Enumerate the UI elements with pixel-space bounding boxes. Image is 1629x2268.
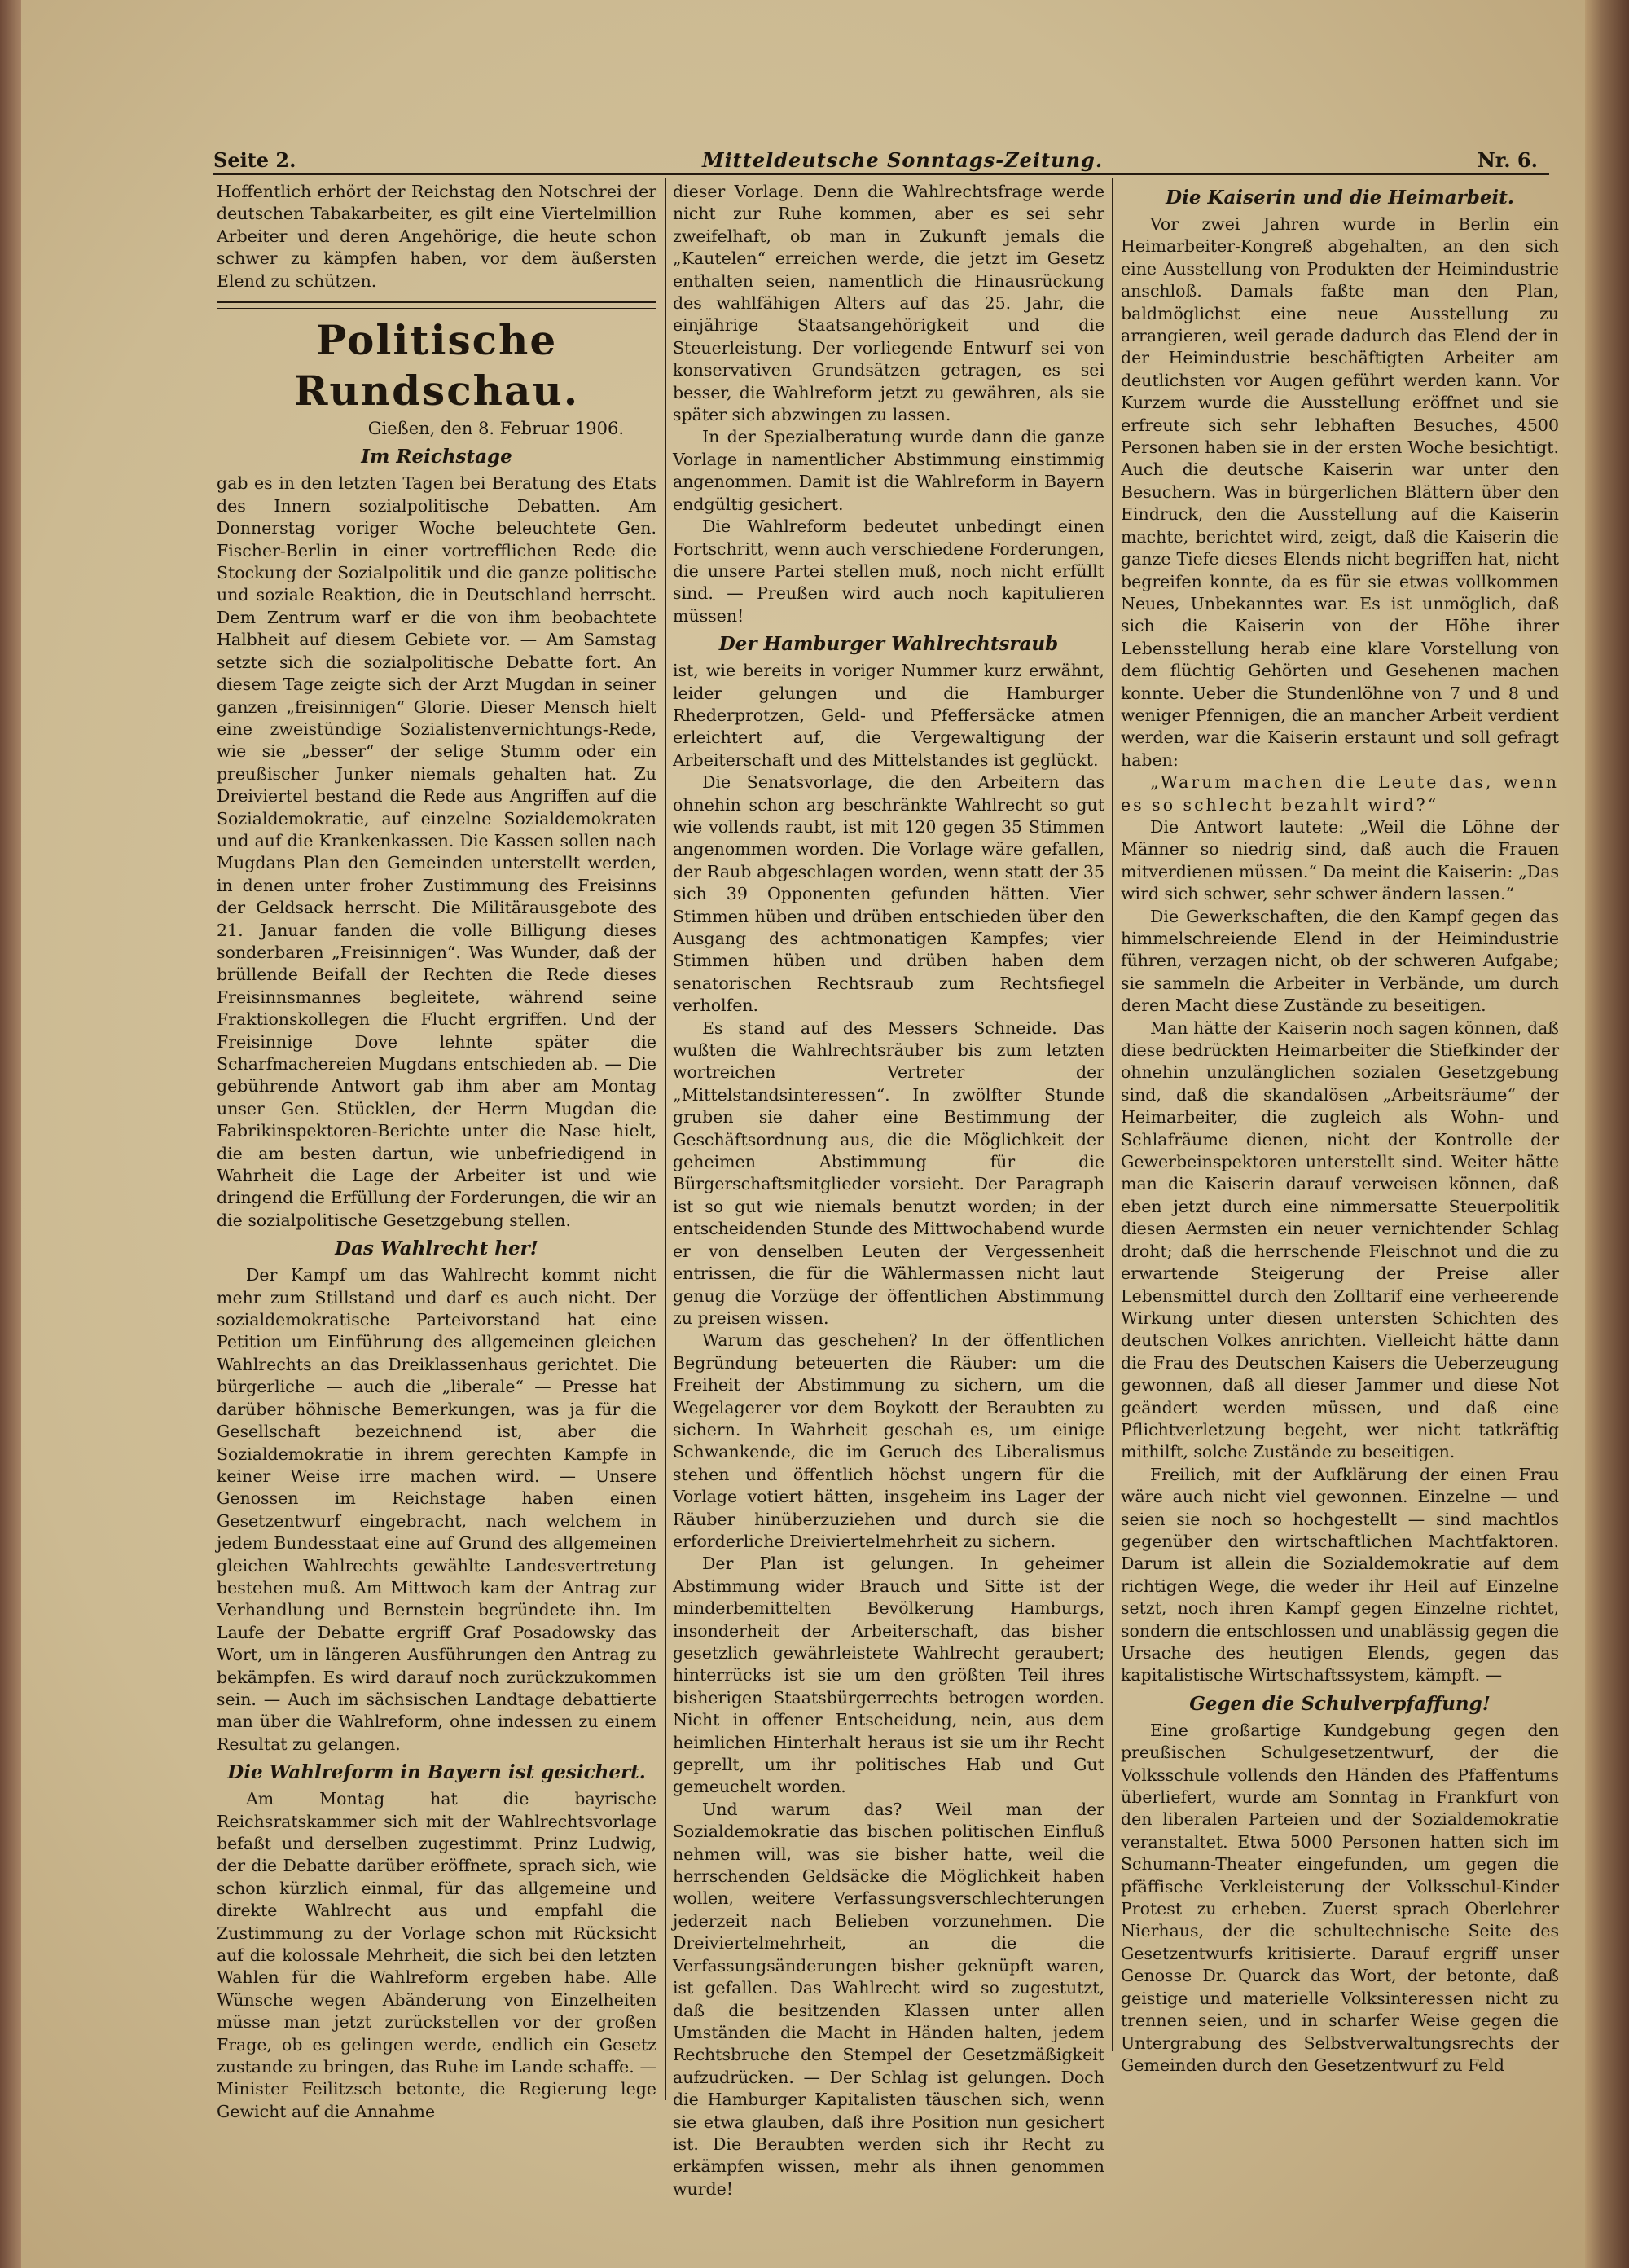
- running-header: [213, 143, 1557, 176]
- column-divider: [1112, 178, 1113, 2051]
- article-paragraph: Die Gewerkschaften, die den Kampf gegen das himmelschreiende Elend in der Heimindustrie führen, verzagen nicht, ob der schweren Aufgabe; sie sammeln die Arbeiter in Verbände, um durch deren Macht diese Zustände zu beseitigen.: [1121, 906, 1559, 1016]
- page-number: Seite 2.: [213, 148, 296, 172]
- article-paragraph: In der Spezialberatung wurde dann die ganze Vorlage in namentlicher Abstimmung einstimmig angenommen. Damit ist die Wahlreform in Bayern endgültig gesichert.: [673, 427, 1104, 514]
- column-2: [673, 181, 1104, 2200]
- article-paragraph: Es stand auf des Messers Schneide. Das wußten die Wahlrechtsräuber bis zum letzten wortreichen Vertreter der „Mittelstandsinteressen“. In zwölfter Stunde gruben sie daher eine Bestimmung der Geschäftsordnung aus, die die Möglichkeit der geheimen Abstimmung für die Bürgerschaftsmitglieder vorsieht. Der Paragraph ist so gut wie niemals benutzt worden; in der entscheidenden Stunde des Mittwochabend wurde er von denselben Leuten der Vergessenheit entrissen, die für die Wählermassen nicht laut genug die Vorzüge der öffentlichen Abstimmung zu preisen wissen.: [673, 1018, 1104, 1328]
- article-heading: Der Hamburger Wahlrechtsraub: [718, 633, 1059, 656]
- column-1: [217, 181, 656, 2123]
- article-paragraph: Die Wahlreform bedeutet unbedingt einen Fortschritt, wenn auch verschiedene Forderungen, die unsere Partei stellen muß, noch nicht erfüllt sind. — Preußen wird auch noch kapitulieren müssen!: [673, 516, 1104, 626]
- article-paragraph: Man hätte der Kaiserin noch sagen können, daß diese bedrückten Heimarbeiter die Stiefkinder der ohnehin unzulänglichen sozialen Gesetzgebung sind, daß die skandalösen „Arbeitsräume“ der Heimarbeiter, die zugleich als Wohn- und Schlafräume dienen, nicht der Kontrolle der Gewerbeinspektoren unterstellt sind. Weiter hätte man die Kaiserin darauf verweisen können, daß eben jetzt durch eine nimmersatte Steuerpolitik diesen Aermsten ein neuer vernichtender Schlag droht; daß die herrschende Fleischnot und die zu erwartende Steigerung der Preise aller Lebensmittel durch den Zolltarif eine verheerende Wirkung unter diesen untersten Schichten des deutschen Volkes anrichten. Vielleicht hätte dann die Frau des Deutschen Kaisers die Ueberzeugung gewonnen, daß all dieser Jammer und diese Not geändert werden müssen, und daß eine Pflichtverletzung begeht, wer nicht tatkräftig mithilft, solche Zustände zu beseitigen.: [1121, 1018, 1559, 1462]
- section-rule: [217, 301, 656, 309]
- quotation: „Warum machen die Leute das, wenn es so schlecht bezahlt wird?“: [1121, 772, 1559, 815]
- article-paragraph: Am Montag hat die bayrische Reichsratskammer sich mit der Wahlrechtsvorlage befaßt und derselben zugestimmt. Prinz Ludwig, der die Debatte darüber eröffnete, sprach sich, wie schon kürzlich einmal, für das allgemeine und direkte Wahlrecht aus und empfahl die Zustimmung zu der Vorlage schon mit Rücksicht auf die kolossale Mehrheit, die sich bei den letzten Wahlen für die Wahlreform ergeben habe. Alle Wünsche wegen Abänderung von Einzelheiten müsse man jetzt zurückstellen vor der großen Frage, ob es gelingen werde, endlich ein Gesetz zustande zu bringen, das Ruhe im Lande schaffe. — Minister Feilitzsch betonte, die Regierung lege Gewicht auf die Annahme: [217, 1789, 656, 2121]
- header-rule: [213, 173, 1549, 175]
- article-paragraph: Die Antwort lautete: „Weil die Löhne der Männer so niedrig sind, daß auch die Frauen mitverdienen müssen.“ Da meint die Kaiserin: „Das wird sich schwer, sehr schwer ändern lassen.“: [1121, 816, 1559, 904]
- article-paragraph: Und warum das? Weil man der Sozialdemokratie das bischen politischen Einfluß nehmen will, was sie bisher hatte, weil die herrschenden Geldsäcke die Möglichkeit haben wollen, weitere Verfassungsverschlechterungen jederzeit nach Belieben vorzunehmen. Die Dreiviertelmehrheit, an die die Verfassungsänderungen bisher geknüpft waren, ist gefallen. Das Wahlrecht wird so zugestutzt, daß die besitzenden Klassen unter allen Umständen die Macht in Händen halten, jedem Rechtsbruche den Stempel der Gesetzmäßigkeit aufzudrücken. — Der Schlag ist gelungen. Doch die Hamburger Kapitalisten täuschen sich, wenn sie etwa glauben, daß ihre Position nun gesichert ist. Die Beraubten werden sich ihr Recht zu erkämpfen wissen, mehr als ihnen genommen wurde!: [673, 1799, 1104, 2199]
- column-3: [1121, 181, 1559, 2077]
- article-paragraph: Der Kampf um das Wahlrecht kommt nicht mehr zum Stillstand und darf es auch nicht. Der sozialdemokratische Parteivorstand hat eine Petition um Einführung des allgemeinen gleichen Wahlrechts an das Dreiklassenhaus gerichtet. Die bürgerliche — auch die „liberale“ — Presse hat darüber höhnische Bemerkungen, was ja für die Gesellschaft bezeichnend ist, aber die Sozialdemokratie in ihrem gerechten Kampfe in keiner Weise irre machen wird. — Unsere Genossen im Reichstage haben einen Gesetzentwurf eingebracht, nach welchem in jedem Bundesstaat eine auf Grund des allgemeinen gleichen Wahlrechts gewählte Landesvertretung bestehen muß. Am Mittwoch kam der Antrag zur Verhandlung und Bernstein begründete ihn. Im Laufe der Debatte ergriff Graf Posadowsky das Wort, um in längeren Ausführungen den Antrag zu bekämpfen. Es wird darauf noch zurückzukommen sein. — Auch im sächsischen Landtage debattierte man über die Wahlreform, ohne indessen zu einem Resultat zu gelangen.: [217, 1265, 656, 1754]
- article-heading: Die Kaiserin und die Heimarbeit.: [1166, 187, 1514, 209]
- article-heading: Die Wahlreform in Bayern ist gesichert.: [227, 1761, 646, 1784]
- article-heading: Das Wahlrecht her!: [335, 1237, 538, 1260]
- issue-number: Nr. 6.: [1477, 148, 1538, 172]
- binding-edge: [0, 0, 21, 2268]
- article-paragraph: Der Plan ist gelungen. In geheimer Abstimmung wider Brauch und Sitte ist der minderbemittelten Bevölkerung Hamburgs, insonderheit der Arbeiterschaft, das bisher gesetzlich gewährleistete Wahlrecht geraubert; hinterrücks ist sie um den größten Teil ihres bisherigen Staatsbürgerrechts betrogen worden. Nicht in offener Entscheidung, nein, aus dem heimlichen Hinterhalt heraus ist sie um ihr Recht geprellt, um ihr politisches Hab und Gut gemeuchelt worden.: [673, 1554, 1104, 1797]
- dateline: Gießen, den 8. Februar 1906.: [367, 419, 624, 439]
- column-divider: [665, 178, 666, 2100]
- article-paragraph: dieser Vorlage. Denn die Wahlrechtsfrage werde nicht zur Ruhe kommen, aber es sei sehr zweifelhaft, ob man in Zukunft jemals die „Kautelen“ erreichen werde, die jetzt im Gesetz enthalten seien, namentlich die Hinausrückung des wahlfähigen Alters auf das 25. Jahr, die einjährige Staatsangehörigkeit und die Steuerleistung. Der vorliegende Entwurf sei von konservativen Grundsätzen getragen, es sei besser, die Wahlreform jetzt zu gewähren, als sie später sich abzwingen zu lassen.: [673, 182, 1104, 425]
- article-paragraph: ist, wie bereits in voriger Nummer kurz erwähnt, leider gelungen und die Hamburger Rhederprotzen, Geld- und Pfeffersäcke atmen erleichtert auf, die Vergewaltigung der Arbeiterschaft und des Mittelstandes ist geglückt.: [673, 661, 1104, 770]
- article-paragraph: Eine großartige Kundgebung gegen den preußischen Schulgesetzentwurf, der die Volksschule vollends den Händen des Pfaffentums überliefert, wurde am Sonntag in Frankfurt von den liberalen Parteien und der Sozialdemokratie veranstaltet. Etwa 5000 Personen hatten sich im Schumann-Theater eingefunden, um gegen die pfäffische Verkleisterung der Volksschul-Kinder Protest zu erheben. Zuerst sprach Oberlehrer Nierhaus, der die schultechnische Seite des Gesetzentwurfs kritisierte. Darauf ergriff unser Genosse Dr. Quarck das Wort, der betonte, daß geistige und materielle Volksinteressen nicht zu trennen seien, und in scharfer Weise gegen die Untergrabung des Selbstverwaltungsrechts der Gemeinden durch den Gesetzentwurf zu Feld: [1121, 1720, 1559, 2075]
- article-paragraph: gab es in den letzten Tagen bei Beratung des Etats des Innern sozialpolitische Debatten. Am Donnerstag voriger Woche beleuchtete Gen. Fischer-Berlin in einer vortrefflichen Rede die Stockung der Sozialpolitik und die ganze politische und soziale Reaktion, die in Deutschland herrscht. Dem Zentrum warf er die von ihm beobachtete Halbheit auf diesem Gebiete vor. — Am Samstag setzte sich die sozialpolitische Debatte fort. An diesem Tage zeigte sich der Arzt Mugdan in seiner ganzen „freisinnigen“ Glorie. Dieser Mensch hielt eine zweistündige Sozialistenvernichtungs-Rede, wie sie „besser“ der selige Stumm oder ein preußischer Junker niemals gehalten hat. Zu Dreiviertel bestand die Rede aus Angriffen auf die Sozialdemokratie, auf einzelne Sozialdemokraten und auf die Krankenkassen. Die Kassen sollen nach Mugdans Plan den Gemeinden unterstellt werden, in denen unter froher Zustimmung des Freisinns der Geldsack herrscht. Die Militärausgebote des 21. Januar fanden die volle Billigung dieses sonderbaren „Freisinnigen“. Was Wunder, daß der brüllende Beifall der Rechten die Rede dieses Freisinnsmannes begleitete, während seine Fraktionskollegen die Flucht ergriffen. Und der Freisinnige Dove lehnte später die Scharfmachereien Mugdans entschieden ab. — Die gebührende Antwort gab ihm aber am Montag unser Gen. Stücklen, der Herrn Mugdan die Fabrikinspektoren-Berichte unter die Nase hielt, die am besten dartun, wie unbefriedigend in Wahrheit die Lage der Arbeiter ist und wie dringend die Erfüllung der Forderungen, die wir an die sozialpolitische Gesetzgebung stellen.: [217, 473, 656, 1230]
- article-paragraph: Vor zwei Jahren wurde in Berlin ein Heimarbeiter-Kongreß abgehalten, an den sich eine Ausstellung von Produkten der Heimindustrie anschloß. Damals faßte man den Plan, baldmöglichst eine neue Ausstellung zu arrangieren, weil gerade dadurch das Elend der in der Heimindustrie beschäftigten Arbeiter am deutlichsten vor Augen geführt werden kann. Vor Kurzem wurde die Ausstellung eröffnet und sie erfreute sich sehr lebhaften Besuches, 4500 Personen haben sie in der ersten Woche besichtigt. Auch die deutsche Kaiserin war unter den Besuchern. Was in bürgerlichen Blättern über den Eindruck, den die Ausstellung auf die Kaiserin machte, berichtet wird, zeigt, daß die Kaiserin die ganze Tiefe dieses Elends nicht begriffen hat, nicht begreifen konnte, da es für sie etwas vollkommen Neues, Unbekanntes war. Es ist unmöglich, daß sich die Kaiserin von der Höhe ihrer Lebensstellung herab eine klare Vorstellung von dem flüchtig Gehörten und Gesehenen machen konnte. Ueber die Stundenlöhne von 7 und 8 und weniger Pfennigen, die an mancher Arbeit verdient werden, war die Kaiserin erstaunt und soll gefragt haben:: [1121, 214, 1559, 770]
- article-paragraph: Freilich, mit der Aufklärung der einen Frau wäre auch nicht viel gewonnen. Einzelne — und seien sie noch so hochgestellt — sind machtlos gegenüber den wirtschaftlichen Machtfaktoren. Darum ist allein die Sozialdemokratie auf dem richtigen Wege, die weder ihr Heil auf Einzelne setzt, noch ihren Kampf gegen Einzelne richtet, sondern die entschlossen und unablässig gegen die Ursache des heutigen Elends, gegen das kapitalistische Wirtschaftssystem, kämpft. —: [1121, 1464, 1559, 1686]
- page-stack-edge: [1585, 0, 1629, 2268]
- article-paragraph: Warum das geschehen? In der öffentlichen Begründung beteuerten die Räuber: um die Freiheit der Abstimmung zu sichern, um die Wegelagerer vor dem Boykott der Beraubten zu sichern. In Wahrheit geschah es, um einige Schwankende, die im Geruch des Liberalismus stehen und öffentlich höchst ungern für die Vorlage votiert hätten, insgeheim ins Lager der Räuber hinüberzuziehen und durch sie die erforderliche Dreiviertelmehrheit zu sichern.: [673, 1330, 1104, 1551]
- article-paragraph: Die Senatsvorlage, die den Arbeitern das ohnehin schon arg beschränkte Wahlrecht so gut wie vollends raubt, ist mit 120 gegen 35 Stimmen angenommen worden. Die Vorlage wäre gefallen, der Raub abgeschlagen worden, wenn statt der 35 sich 39 Opponenten gefunden hätten. Vier Stimmen hüben und drüben entschieden über den Ausgang des achtmonatigen Kampfes; vier Stimmen hüben und drüben haben dem senatorischen Rechtsraub zum Rechtsfiegel verholfen.: [673, 772, 1104, 1016]
- intro-paragraph: Hoffentlich erhört der Reichstag den Notschrei der deutschen Tabakarbeiter, es gilt eine Viertelmillion Arbeiter und deren Angehörige, die heute schon schwer zu kämpfen haben, vor dem äußersten Elend zu schützen.: [217, 182, 656, 291]
- section-title: Politische Rundschau.: [293, 316, 580, 415]
- newspaper-title: Mitteldeutsche Sonntags-Zeitung.: [702, 148, 1104, 172]
- article-heading: Im Reichstage: [361, 446, 512, 468]
- article-heading: Gegen die Schulverpfaffung!: [1189, 1692, 1491, 1715]
